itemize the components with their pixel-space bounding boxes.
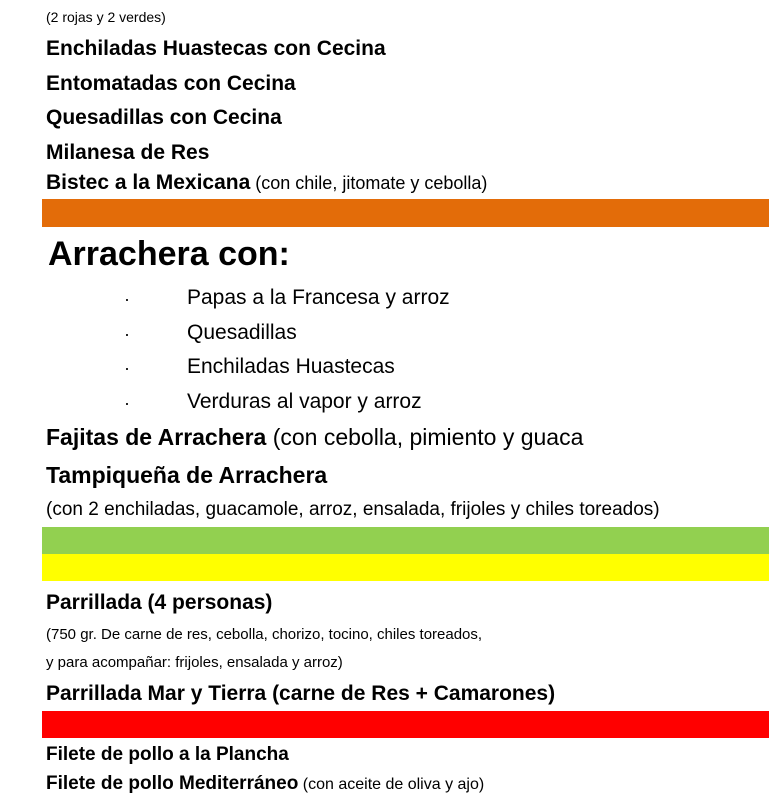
menu-item-parrillada: Parrillada (4 personas) [46, 591, 273, 614]
bullet: · [124, 324, 130, 344]
orange-divider [42, 199, 769, 227]
option-quesadillas: Quesadillas [187, 321, 297, 344]
yellow-divider [42, 554, 769, 581]
menu-item-desc: (con aceite de oliva y ajo) [298, 776, 485, 793]
menu-item-tampiquena: Tampiqueña de Arrachera [46, 462, 328, 488]
menu-item-name: Filete de pollo a la Plancha [46, 744, 289, 765]
option-enchiladas: Enchiladas Huastecas [187, 355, 395, 378]
arrachera-heading: Arrachera con: [48, 235, 290, 273]
menu-item-entomatadas [46, 72, 296, 96]
menu-item-name: Milanesa de Res [46, 141, 210, 164]
menu-item-desc: (con chile, jitomate y cebolla) [250, 173, 488, 193]
menu-item-fajitas [46, 424, 583, 451]
menu-item-bistec [46, 171, 487, 195]
parrillada-desc-line1: (750 gr. De carne de res, cebolla, chorizo, tocino, chiles toreados, [46, 626, 483, 643]
menu-item-milanesa [46, 141, 209, 165]
bullet: · [124, 289, 130, 309]
red-divider [42, 711, 769, 738]
menu-item-name: Quesadillas con Cecina [46, 106, 282, 129]
option-papas: Papas a la Francesa y arroz [187, 286, 450, 309]
bullet: · [124, 393, 130, 413]
menu-item-quesadillas-cecina [46, 106, 282, 130]
menu-item-enchiladas-cecina [46, 37, 386, 61]
menu-item-name: Enchiladas Huastecas con Cecina [46, 37, 386, 60]
menu-item-desc: (con cebolla, pimiento y guaca [266, 424, 584, 450]
menu-item-name: Filete de pollo Mediterráneo [46, 773, 299, 794]
parrillada-desc-line2: y para acompañar: frijoles, ensalada y arroz) [46, 654, 343, 671]
tampiquena-desc: (con 2 enchiladas, guacamole, arroz, ensalada, frijoles y chiles toreados) [46, 499, 660, 520]
green-divider [42, 527, 769, 554]
bullet: · [124, 358, 130, 378]
menu-item-name: Fajitas de Arrachera [46, 424, 267, 450]
serving-note: (2 rojas y 2 verdes) [46, 9, 166, 25]
menu-item-name: Entomatadas con Cecina [46, 72, 296, 95]
option-verduras: Verduras al vapor y arroz [187, 390, 422, 413]
menu-item-pollo-plancha [46, 744, 289, 766]
menu-item-mar-tierra: Parrillada Mar y Tierra (carne de Res + Camarones) [46, 682, 556, 705]
menu-item-name: Bistec a la Mexicana [46, 171, 251, 194]
menu-item-pollo-mediterraneo [46, 773, 484, 795]
